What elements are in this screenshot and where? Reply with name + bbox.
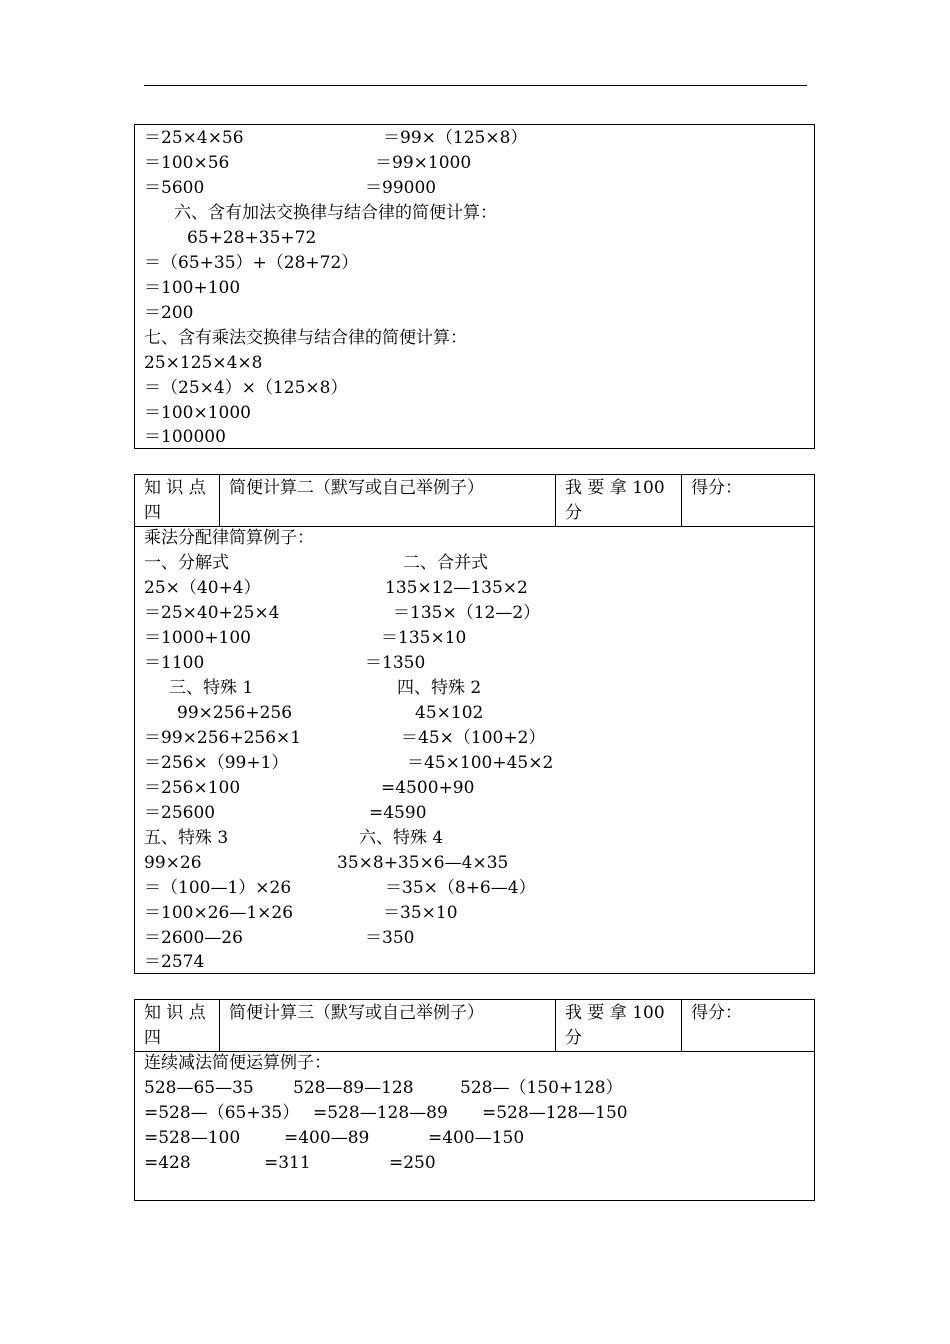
- text-line: ＝25600: [144, 803, 216, 823]
- text-line: ＝1100: [144, 653, 205, 673]
- section-heading: 六、含有加法交换律与结合律的简便计算：: [174, 203, 497, 223]
- knowledge-table-2: [134, 474, 815, 974]
- text-line: ＝（100—1）×26: [144, 878, 292, 898]
- text-line: =311: [264, 1153, 311, 1173]
- subheading: 三、特殊 1: [169, 678, 254, 698]
- knowledge-table-3: [134, 999, 815, 1201]
- score-cell: [682, 1000, 815, 1051]
- text-line: ＝45×100+45×2: [407, 753, 554, 773]
- knowledge-point-number: 四: [144, 503, 161, 523]
- text-line: ＝99×256+256×1: [144, 728, 302, 748]
- text-line: ＝256×（99+1）: [144, 753, 289, 773]
- knowledge-point-label: 知 识 点: [144, 1003, 206, 1023]
- text-line: ＝35×10: [383, 903, 458, 923]
- content-box-continuation: [134, 124, 815, 449]
- table-title: 简便计算二（默写或自己举例子）: [229, 478, 484, 498]
- text-line: 528—65—35: [144, 1078, 254, 1098]
- text-line: 25×（40+4）: [144, 578, 261, 598]
- text-line: =528—100: [144, 1128, 241, 1148]
- table-title: 简便计算三（默写或自己举例子）: [229, 1003, 484, 1023]
- page-top-rule: [144, 85, 807, 86]
- text-line: ＝5600: [144, 178, 205, 198]
- score-label: 得分：: [691, 1003, 742, 1023]
- goal-label: 我 要 拿 100: [565, 478, 665, 498]
- text-line: ＝135×10: [381, 628, 467, 648]
- text-line: ＝100×26—1×26: [144, 903, 294, 923]
- text-line: ＝25×4×56: [144, 128, 244, 148]
- text-line: ＝99000: [365, 178, 437, 198]
- text-line: ＝99×1000: [375, 153, 472, 173]
- text-line: ＝99×（125×8）: [383, 128, 528, 148]
- text-line: 65+28+35+72: [187, 228, 317, 248]
- subheading: 五、特殊 3: [144, 828, 229, 848]
- text-line: ＝256×100: [144, 778, 241, 798]
- knowledge-point-cell: [135, 475, 220, 526]
- text-line: ＝100+100: [144, 278, 241, 298]
- goal-cell: [556, 1000, 682, 1051]
- goal-cell: [556, 475, 682, 526]
- subheading: 六、特殊 4: [359, 828, 444, 848]
- subheading: 四、特殊 2: [397, 678, 482, 698]
- text-line: =428: [144, 1153, 191, 1173]
- text-line: ＝2574: [144, 952, 205, 972]
- text-line: ＝200: [144, 303, 194, 323]
- text-line: ＝35×（8+6—4）: [385, 878, 536, 898]
- text-line: ＝（25×4）×（125×8）: [144, 378, 348, 398]
- score-cell: [682, 475, 815, 526]
- text-line: ＝1000+100: [144, 628, 251, 648]
- text-line: ＝100×1000: [144, 403, 251, 423]
- text-line: =528—（65+35）: [144, 1103, 300, 1123]
- title-cell: [220, 475, 556, 526]
- text-line: ＝2600—26: [144, 928, 243, 948]
- goal-unit: 分: [565, 1028, 582, 1048]
- subheading: 一、分解式: [144, 553, 229, 573]
- text-line: 135×12—135×2: [385, 578, 528, 598]
- text-line: 25×125×4×8: [144, 353, 263, 373]
- text-line: =4500+90: [381, 778, 475, 798]
- text-line: ＝350: [365, 928, 415, 948]
- section-heading: 连续减法简便运算例子：: [144, 1053, 331, 1073]
- text-line: =400—89: [284, 1128, 370, 1148]
- knowledge-point-label: 知 识 点: [144, 478, 206, 498]
- goal-label: 我 要 拿 100: [565, 1003, 665, 1023]
- text-line: 45×102: [415, 703, 484, 723]
- text-line: ＝（65+35）+（28+72）: [144, 253, 359, 273]
- text-line: =4590: [369, 803, 427, 823]
- text-line: 99×256+256: [177, 703, 293, 723]
- text-line: ＝100000: [144, 427, 226, 447]
- text-line: =400—150: [428, 1128, 525, 1148]
- knowledge-point-cell: [135, 1000, 220, 1051]
- goal-unit: 分: [565, 503, 582, 523]
- text-line: 99×26: [144, 853, 202, 873]
- text-line: ＝45×（100+2）: [401, 728, 546, 748]
- text-line: ＝1350: [365, 653, 426, 673]
- text-line: ＝100×56: [144, 153, 230, 173]
- text-line: 35×8+35×6—4×35: [337, 853, 509, 873]
- knowledge-point-number: 四: [144, 1028, 161, 1048]
- text-line: =528—128—89: [313, 1103, 448, 1123]
- score-label: 得分：: [691, 478, 742, 498]
- table-header-row: [135, 475, 814, 527]
- text-line: =528—128—150: [482, 1103, 628, 1123]
- section-heading: 乘法分配律简算例子：: [144, 528, 314, 548]
- section-heading: 七、含有乘法交换律与结合律的简便计算：: [144, 328, 467, 348]
- subheading: 二、合并式: [403, 553, 488, 573]
- text-line: =250: [389, 1153, 436, 1173]
- title-cell: [220, 1000, 556, 1051]
- text-line: 528—89—128: [293, 1078, 414, 1098]
- text-line: ＝135×（12—2）: [393, 603, 541, 623]
- table-header-row: [135, 1000, 814, 1052]
- text-line: 528—（150+128）: [460, 1078, 623, 1098]
- text-line: ＝25×40+25×4: [144, 603, 280, 623]
